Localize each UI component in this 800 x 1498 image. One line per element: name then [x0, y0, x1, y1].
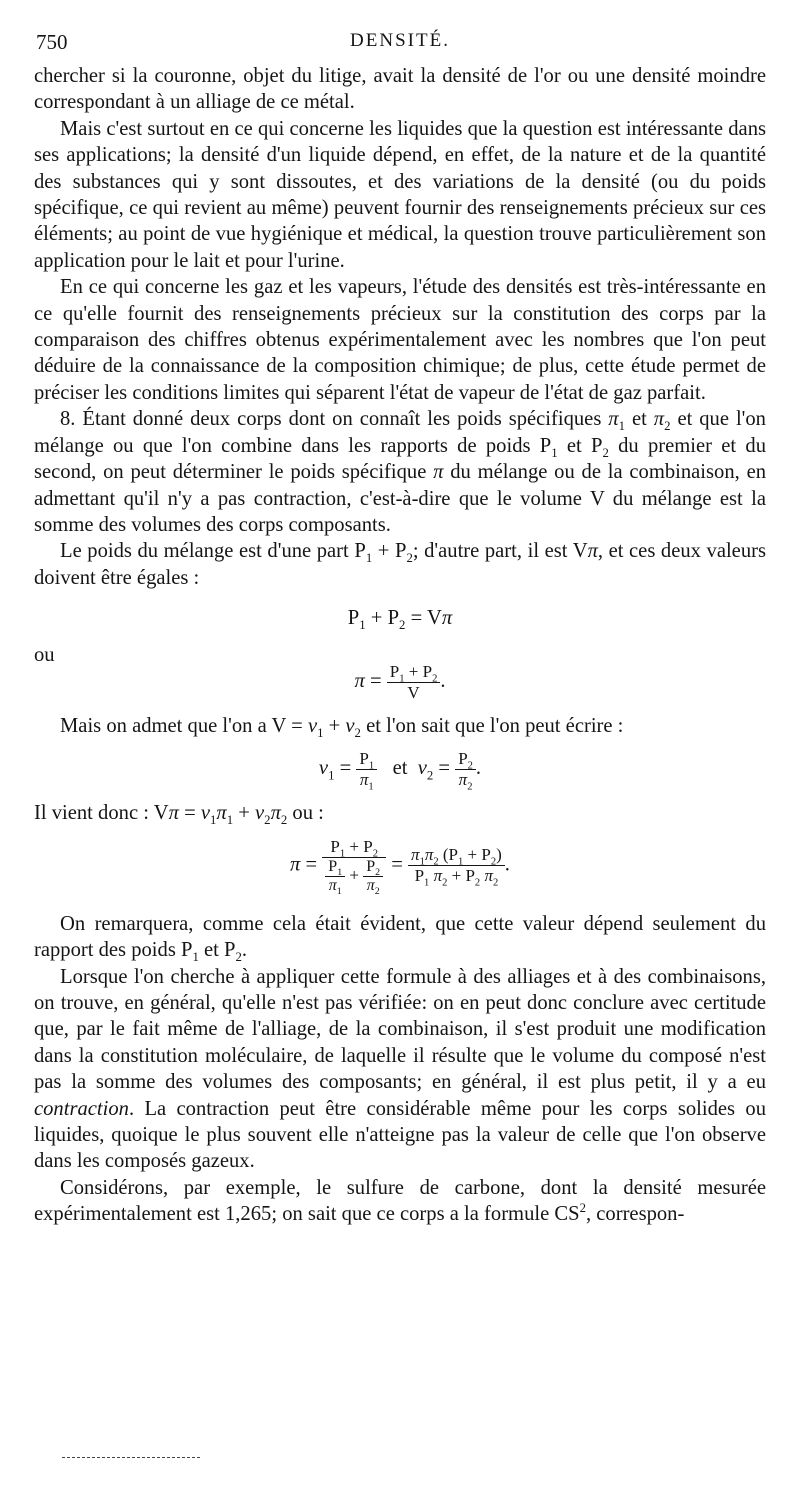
body-text	[34, 63, 766, 1228]
paragraph-9: Lorsque l'on cherche à appliquer cette formule à des alliages et à des combinaisons, on trouve, en général, qu'elle n'est pas vérifiée: on en peut donc conclure avec certitude que, par le fait même de l'alliage, de la combinaison, il s'est produit une modification dans la constitution moléculaire, de laquelle il résulte que le volume du composé n'est pas la somme des volumes des composants; en général, il est plus petit, il y a eu contraction. La contraction peut être considérable même pour les corps solides ou liquides, quoique le plus souvent elle n'atteigne pas la valeur de celle que l'on observe dans les composés gazeux.	[34, 965, 766, 1173]
paragraph-10: Considérons, par exemple, le sulfure de carbone, dont la densité mesurée expérimentalement est 1,265; on sait que ce corps a la formule $CS^2$, correspon-	[34, 1176, 766, 1226]
footnote-rule	[62, 1457, 200, 1458]
paragraph-4: 8. Étant donné deux corps dont on connaît les poids spécifiques $\pi_1$ et $\pi_2$ et que l'on mélange ou que l'on combine dans les rapports de poids $P_1$ et $P_2$ du premier et du second, on peut déterminer le poids spécifique π du mélange ou de la combinaison, en admettant qu'il n'y a pas contraction, c'est-à-dire que le volume V du mélange est la somme des volumes des corps composants.	[34, 408, 767, 536]
running-title: DENSITÉ.	[350, 30, 450, 51]
paragraph-2: Mais c'est surtout en ce qui concerne les liquides que la question est intéressante dans ses applications; la densité d'un liquide dépend, en effet, de la nature et de la quantité des substances qui y sont dissoutes, et des variations de la densité (ou du poids spécifique, ce qui revient au même) peuvent fournir des renseignements précieux sur ces éléments; au point de vue hygiénique et médical, la question trouve particulièrement son application pour le lait et pour l'urine.	[34, 117, 766, 272]
equation-3: $v_1$ = $\frac{P_1}{\pi_1}$ et $v_2$ = $\frac{P_2}{\pi_2}$ .	[318, 749, 482, 793]
word-ou: ou	[34, 643, 55, 666]
page-number: 750	[36, 30, 68, 54]
equation-4: π = $P_1 + P_2$ $\frac{P_1}{\pi_1}$ + $\frac{P_2}{\pi_2}$ = $\frac{\pi_1\pi_2 (P_1 + P_2)}{P_1 \pi_2 + P_2 \pi_2}$ .	[290, 836, 510, 897]
paragraph-5: Le poids du mélange est d'une part $P_1 + P_2$; d'autre part, il est Vπ, et ces deux valeurs doivent être égales :	[34, 540, 766, 589]
equation-2: π = $\frac{P_1 + P_2}{V}$ .	[354, 661, 446, 702]
paragraph-1: chercher si la couronne, objet du litige, avait la densité de l'or ou une densité moindre correspondant à un alliage de ce métal.	[34, 65, 766, 114]
paragraph-8: On remarquera, comme cela était évident, que cette valeur dépend seulement du rapport des poids $P_1$ et $P_2$.	[34, 912, 766, 965]
equation-1: $P_1 + P_2 = V\pi$	[347, 607, 453, 633]
paragraph-7: Il vient donc : $V\pi = v_1\pi_1 + v_2\pi_2$ ou :	[34, 802, 324, 828]
paragraph-3: En ce qui concerne les gaz et les vapeurs, l'étude des densités est très-intéressante en ce qu'elle fournit des renseignements précieux sur la constitution des corps par la comparaison des chiffres obtenus expérimentalement avec les nombres que l'on peut déduire de la connaissance de la composition chimique; de plus, cette étude permet de préciser les conditions limites qui séparent l'état de vapeur de l'état de gaz parfait.	[34, 276, 766, 404]
page-header	[34, 30, 766, 60]
paragraph-6: Mais on admet que l'on a $V = v_1 + v_2$ et l'on sait que l'on peut écrire :	[60, 714, 624, 741]
